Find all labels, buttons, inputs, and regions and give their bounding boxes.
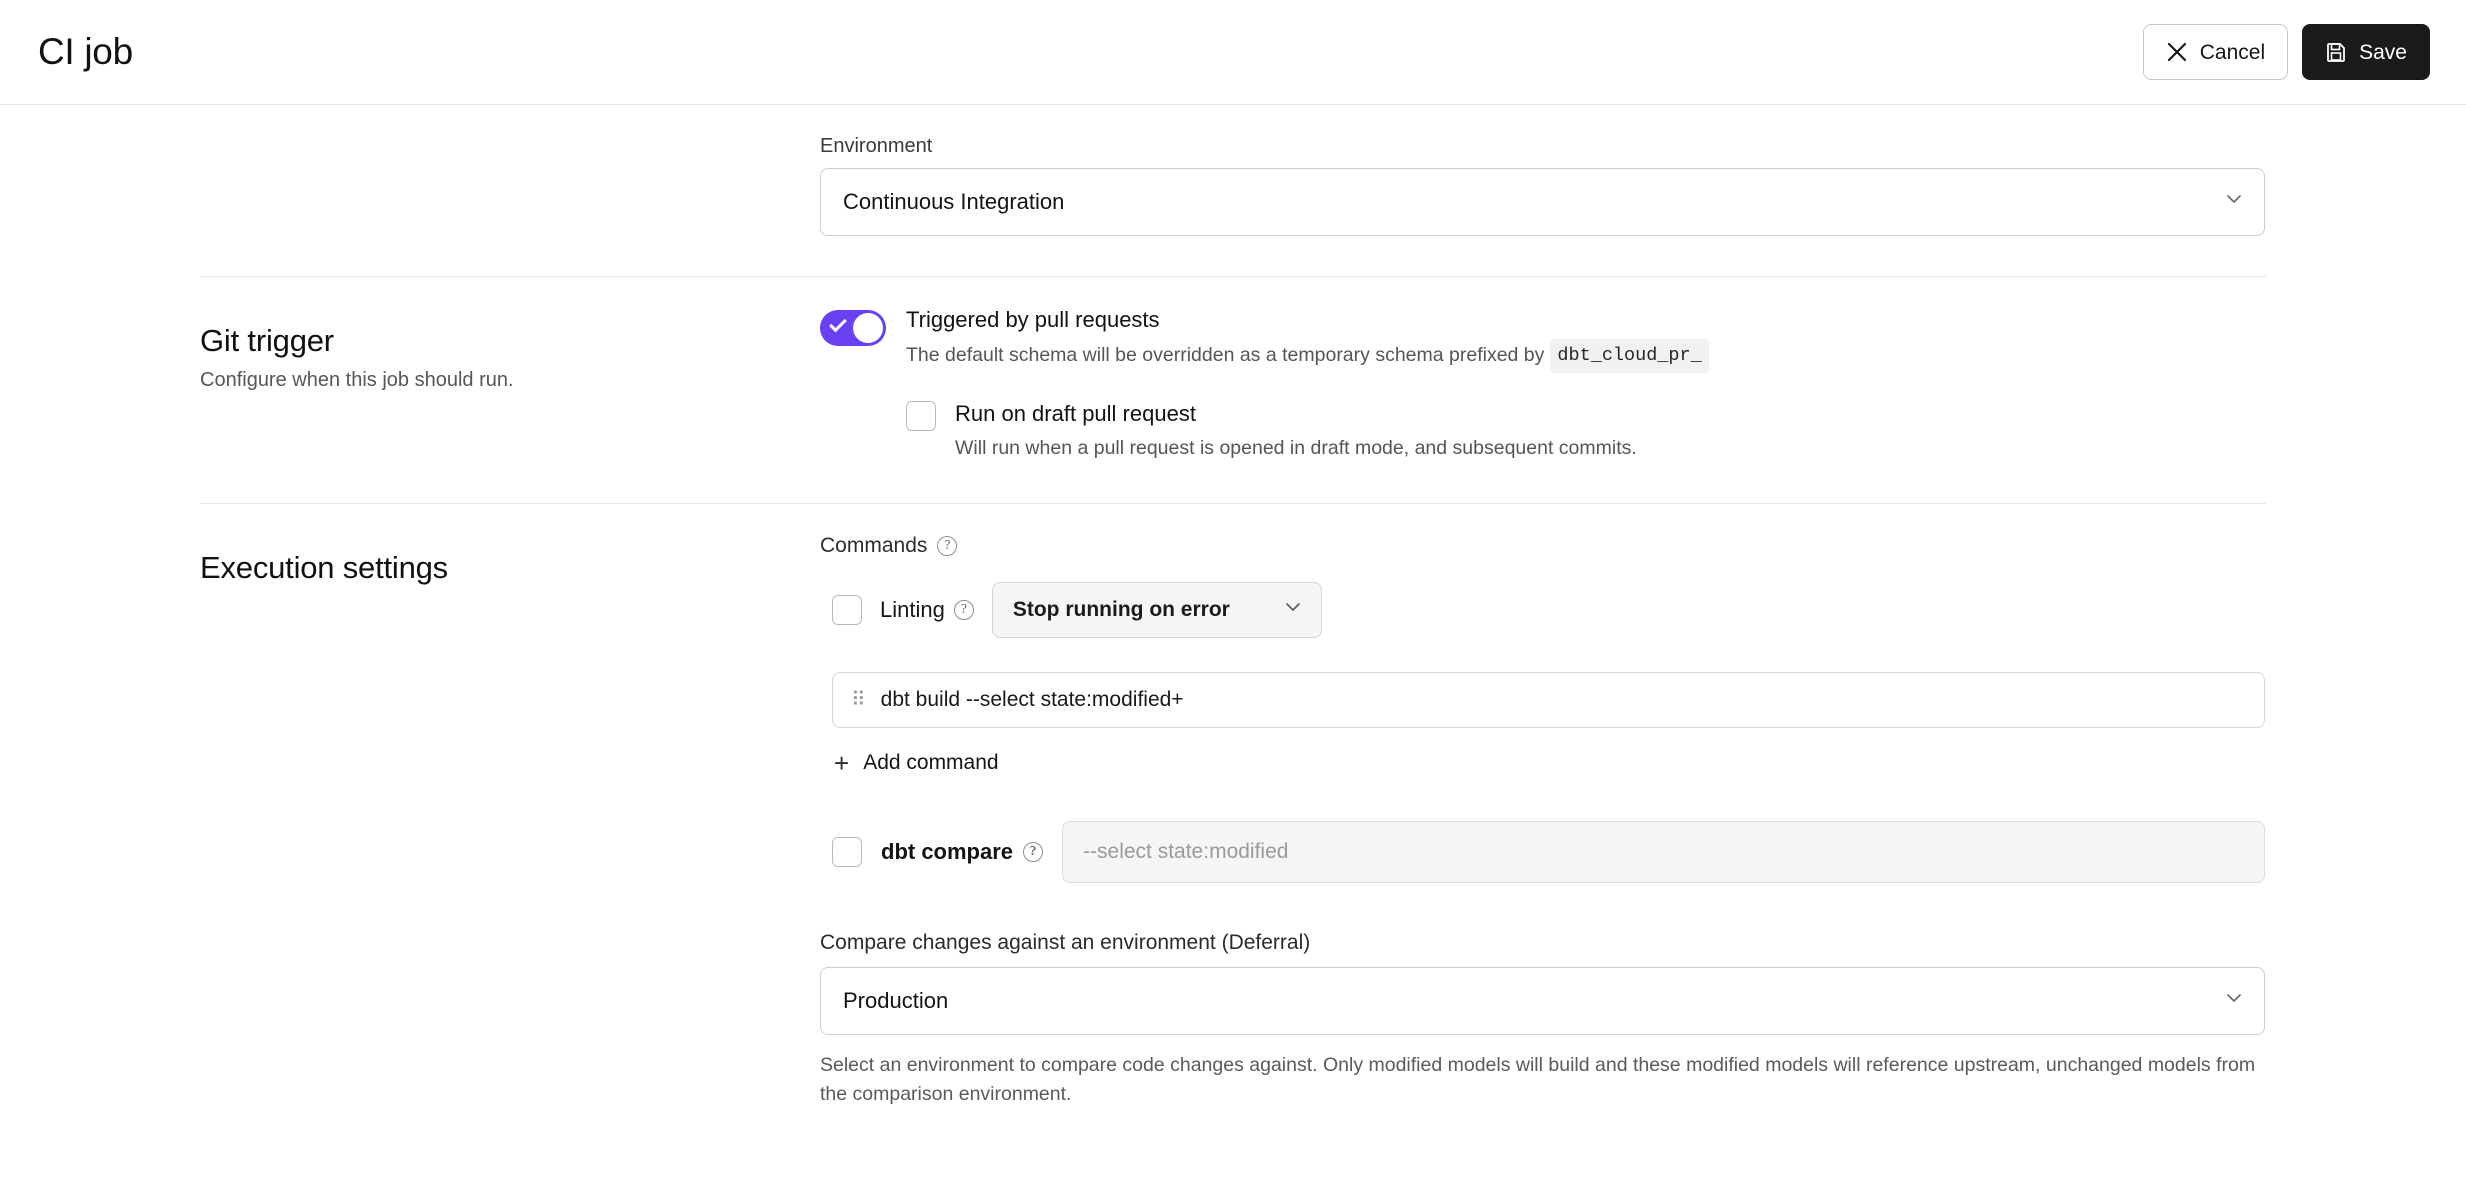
deferral-block — [820, 931, 2265, 1110]
floppy-disk-icon — [2325, 41, 2347, 63]
deferral-help-text: Select an environment to compare code changes against. Only modified models will build and these modified models will reference upstream, unchanged models from the comparison environment. — [820, 1054, 2256, 1106]
linting-label-group — [880, 597, 974, 623]
dbt-compare-label: dbt compare — [881, 839, 1014, 864]
deferral-select-value: Production — [843, 988, 949, 1013]
commands-label: Commands — [820, 534, 928, 557]
help-icon[interactable]: ? — [1023, 842, 1043, 862]
help-icon[interactable]: ? — [954, 600, 974, 620]
drag-handle-icon[interactable]: ⠿ — [851, 689, 865, 711]
deferral-label: Compare changes against an environment (Deferral) — [820, 931, 1311, 954]
draft-pr-helper: Will run when a pull request is opened in draft mode, and subsequent commits. — [955, 436, 1637, 459]
execution-settings-controls — [820, 504, 2265, 1150]
linting-label: Linting — [880, 597, 945, 622]
triggered-by-pr-texts — [906, 307, 1709, 463]
lint-mode-value: Stop running on error — [1012, 598, 1230, 621]
add-command-button[interactable] — [834, 750, 999, 776]
triggered-by-pr-row — [820, 307, 2265, 463]
plus-icon: + — [834, 748, 850, 778]
triggered-by-pr-helper — [906, 339, 1709, 373]
job-settings-form — [0, 105, 2466, 1150]
chevron-down-icon — [2224, 189, 2244, 215]
environment-select-value: Continuous Integration — [843, 189, 1065, 214]
help-icon[interactable]: ? — [937, 536, 957, 556]
page-header — [0, 0, 2466, 105]
header-actions — [2143, 24, 2430, 80]
draft-pr-checkbox[interactable] — [906, 401, 936, 431]
environment-row — [200, 105, 2266, 277]
environment-select[interactable] — [820, 168, 2265, 236]
git-trigger-row — [200, 277, 2266, 504]
environment-row-left — [200, 105, 820, 276]
save-button-label: Save — [2359, 40, 2407, 64]
git-trigger-subtitle: Configure when this job should run. — [200, 369, 514, 391]
close-icon — [2166, 41, 2188, 63]
draft-pr-texts — [955, 401, 1637, 463]
environment-label: Environment — [820, 135, 933, 157]
git-trigger-title: Git trigger — [200, 323, 334, 358]
command-input-row[interactable] — [832, 672, 2265, 728]
cancel-button-label: Cancel — [2199, 40, 2266, 64]
check-icon — [829, 315, 847, 333]
lint-mode-select[interactable] — [992, 582, 1322, 638]
linting-row — [832, 582, 2265, 638]
execution-settings-row — [200, 504, 2266, 1150]
git-trigger-controls — [820, 277, 2265, 503]
dbt-compare-placeholder: --select state:modified — [1083, 840, 1289, 863]
dbt-compare-row — [832, 821, 2265, 883]
commands-label-row — [820, 534, 2265, 558]
draft-pr-row — [906, 401, 1709, 463]
deferral-select[interactable] — [820, 967, 2265, 1035]
execution-settings-title: Execution settings — [200, 550, 448, 585]
add-command-label: Add command — [863, 751, 999, 774]
chevron-down-icon — [2224, 988, 2244, 1014]
toggle-knob — [853, 313, 883, 343]
triggered-by-pr-helper-text: The default schema will be overridden as a temporary schema prefixed by — [906, 344, 1545, 367]
git-trigger-description — [200, 277, 820, 503]
environment-row-right — [820, 105, 2265, 276]
dbt-compare-checkbox[interactable] — [832, 837, 862, 867]
chevron-down-icon — [1283, 597, 1303, 623]
page-title: CI job — [38, 31, 133, 72]
triggered-by-pr-toggle[interactable] — [820, 310, 886, 346]
draft-pr-label: Run on draft pull request — [955, 400, 1196, 426]
schema-prefix-code: dbt_cloud_pr_ — [1550, 339, 1708, 373]
execution-settings-description — [200, 504, 820, 1150]
triggered-by-pr-label: Triggered by pull requests — [906, 307, 1160, 332]
dbt-compare-label-group — [881, 839, 1043, 865]
dbt-compare-input[interactable] — [1062, 821, 2265, 883]
save-button[interactable] — [2302, 24, 2430, 80]
cancel-button[interactable] — [2143, 24, 2288, 80]
command-input-value: dbt build --select state:modified+ — [880, 688, 1184, 711]
linting-checkbox[interactable] — [832, 595, 862, 625]
